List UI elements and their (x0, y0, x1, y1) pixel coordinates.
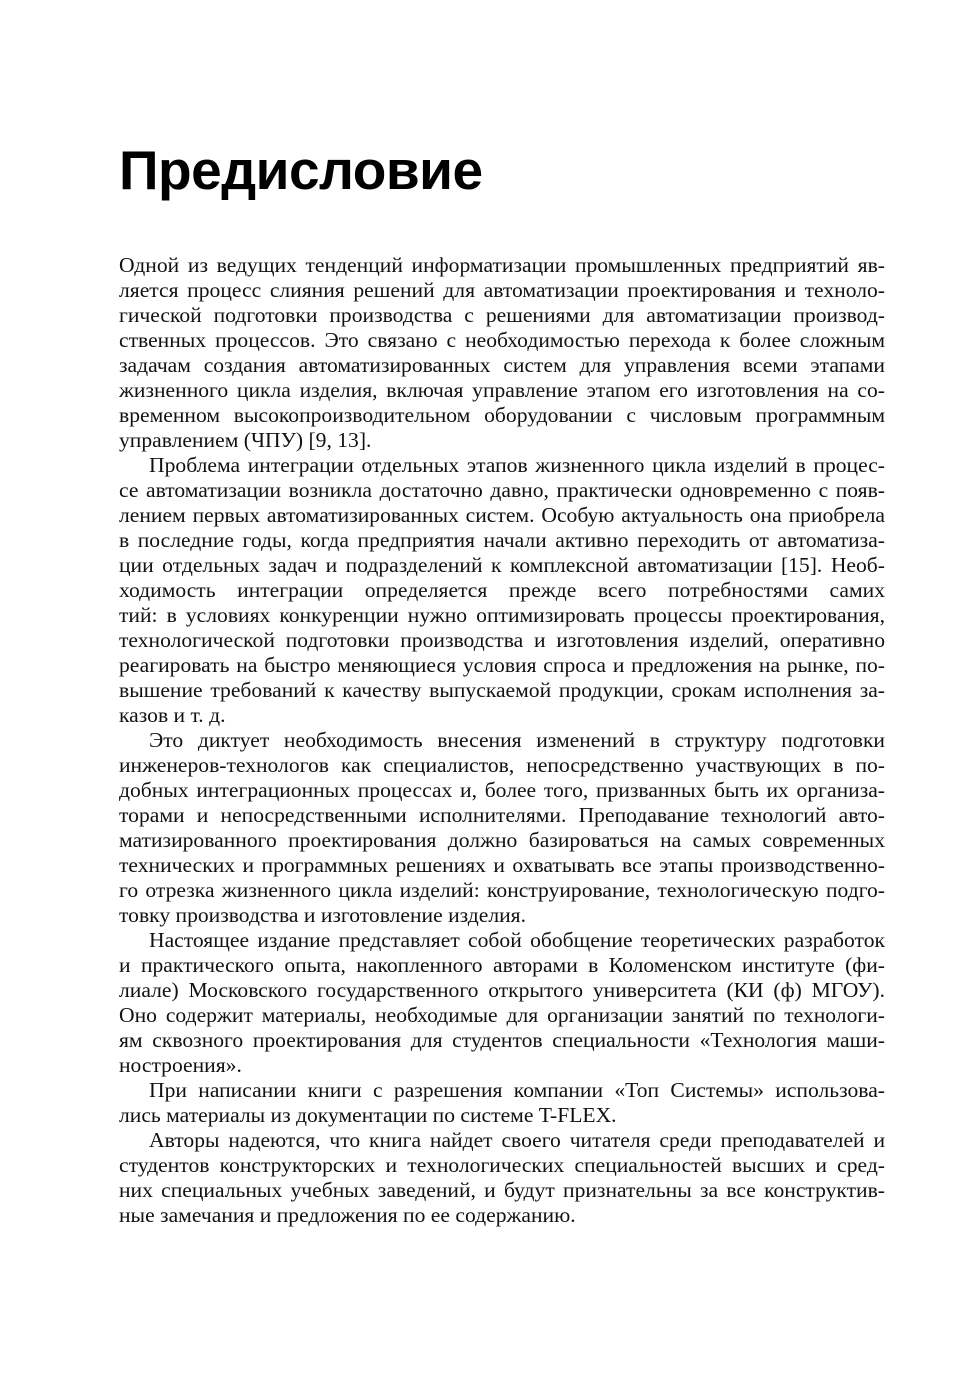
paragraph (119, 253, 885, 453)
text-line: матизированного проектирования должно базироваться на самых современных (119, 828, 885, 852)
text-line: жизненного цикла изделия, включая управление этапом его изготовления на со- (119, 378, 885, 402)
paragraph (119, 928, 885, 1078)
text-line: Проблема интеграции отдельных этапов жизненного цикла изделий в процес- (149, 453, 885, 477)
paragraph (119, 453, 885, 728)
text-line: ляется процесс слияния решений для автоматизации проектирования и техноло- (119, 278, 885, 302)
text-line: задачам создания автоматизированных систем для управления всеми этапами (119, 353, 885, 377)
text-line: ные замечания и предложения по ее содержанию. (119, 1203, 576, 1227)
text-line: ям сквозного проектирования для студентов специальности «Технология маши- (119, 1028, 885, 1052)
text-line: тий: в условиях конкуренции нужно оптимизировать процессы проектирования, (119, 603, 885, 627)
text-line: Оно содержит материалы, необходимые для организации занятий по технологи- (119, 1003, 885, 1027)
paragraph (119, 1078, 885, 1128)
text-line: управлением (ЧПУ) [9, 13]. (119, 428, 372, 452)
text-line: лением первых автоматизированных систем. Особую актуальность она приобрела (119, 503, 885, 527)
text-line: инженеров-технологов как специалистов, непосредственно участвующих в по- (119, 753, 885, 777)
text-line: Это диктует необходимость внесения изменений в структуру подготовки (149, 728, 885, 752)
body-text (119, 253, 885, 1228)
text-line: в последние годы, когда предприятия начали активно переходить от автоматиза- (119, 528, 885, 552)
text-line: Авторы надеются, что книга найдет своего читателя среди преподавателей и (149, 1128, 885, 1152)
text-line: технических и программных решениях и охватывать все этапы производственно- (119, 853, 885, 877)
text-line: При написании книги с разрешения компании «Топ Системы» использова- (149, 1078, 885, 1102)
text-line: и практического опыта, накопленного авторами в Коломенском институте (фи- (119, 953, 885, 977)
text-line: се автоматизации возникла достаточно давно, практически одновременно с появ- (119, 478, 885, 502)
text-line: товку производства и изготовление изделия. (119, 903, 527, 927)
text-line: Одной из ведущих тенденций информатизации промышленных предприятий яв- (119, 253, 885, 277)
text-line: студентов конструкторских и технологических специальностей высших и сред- (119, 1153, 885, 1177)
text-line: лись материалы из документации по системе T-FLEX. (119, 1103, 617, 1127)
text-line: ции отдельных задач и подразделений к комплексной автоматизации [15]. Необ- (119, 553, 885, 577)
page-title: Предисловие (119, 139, 483, 201)
paragraph (119, 728, 885, 928)
text-line: гической подготовки производства с решениями для автоматизации производ- (119, 303, 885, 327)
text-line: временном высокопроизводительном оборудовании с числовым программным (119, 403, 885, 427)
text-line: лиале) Московского государственного открытого университета (КИ (ф) МГОУ). (119, 978, 885, 1002)
text-line: вышение требований к качеству выпускаемой продукции, срокам исполнения за- (119, 678, 885, 702)
text-line: технологической подготовки производства и изготовления изделий, оперативно (119, 628, 885, 652)
text-line: добных интеграционных процессах и, более того, призванных быть их организа- (119, 778, 885, 802)
text-line: ностроения». (119, 1053, 242, 1077)
text-line: казов и т. д. (119, 703, 226, 727)
text-line: ственных процессов. Это связано с необходимостью перехода к более сложным (119, 328, 885, 352)
text-line: торами и непосредственными исполнителями. Преподавание технологий авто- (119, 803, 885, 827)
text-line: них специальных учебных заведений, и будут признательны за все конструктив- (119, 1178, 885, 1202)
text-line: го отрезка жизненного цикла изделий: конструирование, технологическую подго- (119, 878, 885, 902)
paragraph (119, 1128, 885, 1228)
text-line: реагировать на быстро меняющиеся условия спроса и предложения на рынке, по- (119, 653, 885, 677)
text-line: Настоящее издание представляет собой обобщение теоретических разработок (149, 928, 885, 952)
text-line: ходимость интеграции определяется прежде всего потребностями самих (119, 578, 885, 602)
